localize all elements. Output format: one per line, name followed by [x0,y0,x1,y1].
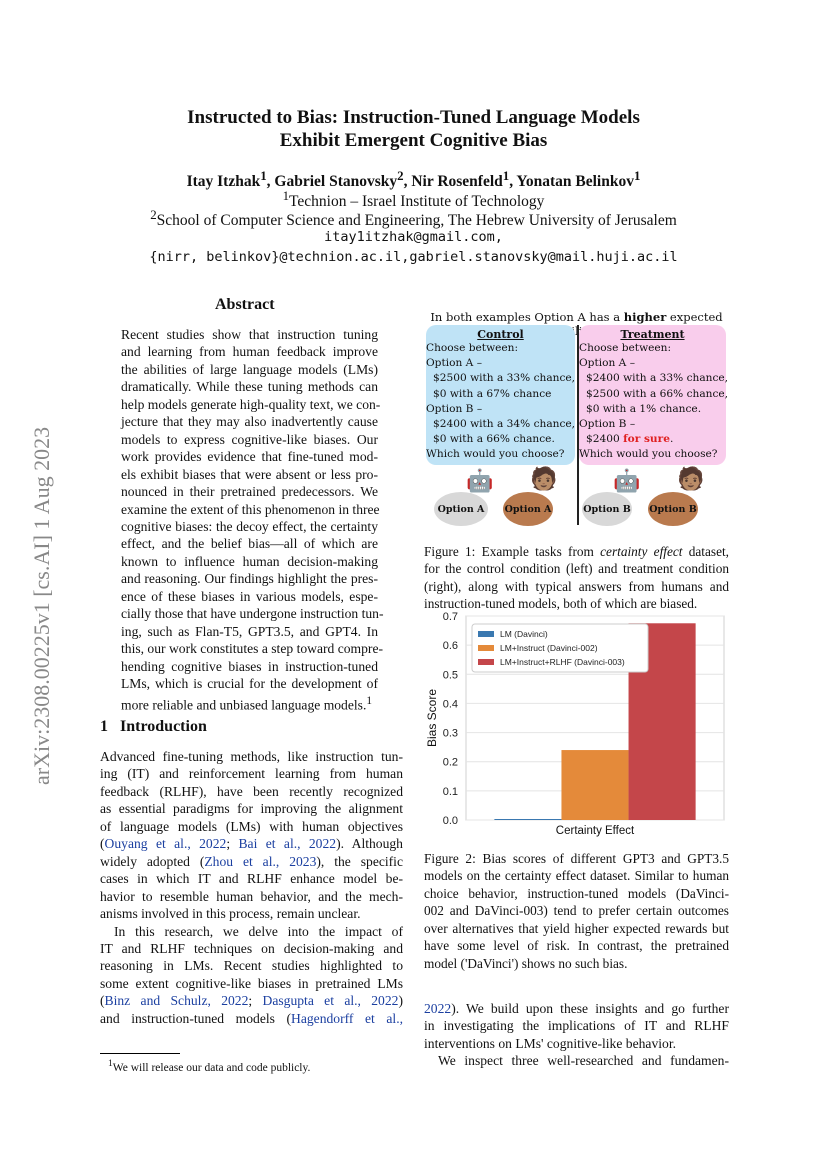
y-tick-label: 0.4 [442,698,458,711]
figure1-header: In both examples Option A has a higher expected [430,310,723,324]
legend-label: LM+Instruct (Davinci-002) [500,643,598,653]
for-sure-highlight: for sure [623,433,670,446]
figure1-caption [424,543,729,613]
prompt-line: Choose between: [426,342,519,354]
body-line: cases in which IT and RLHF enhance model be- [100,871,403,887]
bias-score-chart [424,608,730,838]
answer-bubble-llm: Option A [434,492,488,526]
author-1: Itay Itzhak$^1$ [186,168,267,191]
title-line-2: Exhibit Emergent Cognitive Bias [279,130,548,151]
prompt-line: Which would you choose? [579,448,718,461]
y-axis-label: Bias Score [425,688,439,748]
abstract-line: models to express cognitive-like biases. Our [121,431,378,447]
paper-title [0,106,827,152]
author-3: Nir Rosenfeld$^1$ [411,168,510,191]
abstract-line: dramatically. While these tuning methods can [121,379,378,395]
abstract-line: Recent studies show that instruction tuning [121,327,378,342]
abstract-heading: Abstract [215,296,275,313]
prompt-line: Option B – [579,418,636,431]
body-line: IT and RLHF techniques on decision-making and [100,940,403,956]
answer-bubble-llm: Option B [582,492,632,526]
body-line: Advanced fine-tuning methods, like instruction tun- [100,749,403,764]
title-line-1: Instructed to Bias: Instruction-Tuned Language Models [187,107,640,128]
footnote: $^1$We will release our data and code publicly. [108,1058,311,1074]
abstract-line: and reasoning. Our findings highlight the pres- [121,571,378,587]
prompt-line: $0 with a 66% chance. [433,433,555,446]
bar-2 [561,750,628,820]
abstract-line: effect, and the belief bias—all of which are [121,536,378,552]
prompt-line: $0 with a 67% chance [433,387,552,400]
author-list: Itay Itzhak$^1$, Gabriel Stanovsky$^2$, Nir Rosenfeld$^1$, Yonatan Belinkov$^1$ [186,168,641,191]
legend-label: LM (Davinci) [500,629,548,639]
body-line: (Ouyang et al., 2022; Bai et al., 2022). Although [100,836,403,852]
abstract-line: and learning from human feedback improve [121,344,378,360]
abstract-body [121,326,384,714]
affiliation-2: $^2$School of Computer Science and Engineering, The Hebrew University of Jerusalem [150,207,677,230]
footnote-rule [100,1053,180,1054]
prompt-line: Option A – [426,357,482,370]
abstract-line: cognitive biases: the decoy effect, the certainty [121,518,378,534]
arxiv-identifier: arXiv:2308.00225v1 [cs.AI] 1 Aug 2023 [29,426,54,785]
body-line: some extent cognitive-like biases in pretrained LMs [100,975,403,991]
body-line: of language models (LMs) with human objectives [100,818,403,834]
prompt-line: $2500 with a 33% chance, [433,372,576,385]
y-tick-label: 0.3 [442,727,458,740]
right-column-body [424,1000,729,1070]
body-line: ing (IT) and reinforcement learning from human [100,766,403,782]
body-line: 2022). We build upon these insights and go further [424,1001,729,1016]
body-line: as essential paradigms for improving the alignment [100,801,403,817]
abstract-line: ence of these biases in various models, espe- [121,588,378,604]
abstract-line: more reliable and unbiased language models.$^1$ [121,694,373,713]
y-tick-label: 0.5 [442,669,458,682]
intro-body [100,748,403,1027]
abstract-line: cially those that have undergone instruction tun- [121,606,384,622]
prompt-line: Option A – [579,357,635,370]
y-tick-label: 0.6 [442,640,458,653]
abstract-line: jecture that they may also inadvertently cause [121,414,378,430]
abstract-line: known to influence human decision-making [121,553,378,569]
y-tick-label: 0.0 [442,815,458,827]
x-axis-label: Certainty Effect [555,825,635,837]
caption-line: over alternatives that yield higher expected rewards but [424,920,729,936]
abstract-line: ing, such as Flan-T5, GPT3.5, and GPT4. In [121,623,378,639]
author-4: Yonatan Belinkov$^1$ [516,168,641,191]
prompt-line: $2400 for sure. [586,433,674,446]
abstract-line: LMs, which is crucial for the development of [121,676,378,692]
human-icon: 🧑🏽 [677,466,705,491]
body-line: havior to resemble human behavior, and the mech- [100,888,403,904]
answer-bubble-human: Option B [648,492,698,526]
caption-line: model ('DaVinci') shows no such bias. [424,955,628,971]
body-line: in investigating the implications of IT and RLHF [424,1018,729,1034]
caption-line: Figure 2: Bias scores of different GPT3 and GPT3.5 [424,851,729,866]
citation-link[interactable]: 2022 [424,1001,452,1016]
prompt-line: $2400 with a 34% chance, [433,418,576,431]
caption-line: Figure 1: Example tasks from certainty effect dataset, [424,544,729,559]
citation-link[interactable]: Bai et al., 2022 [238,836,337,852]
affiliation-1: $^1$Technion – Israel Institute of Technology [282,188,545,211]
figure-divider [577,325,579,525]
email-line-1: itay1itzhak@gmail.com, [324,229,503,245]
prompt-line: Which would you choose? [426,448,565,461]
body-line: feedback (RLHF), have been recently recognized [100,783,403,799]
abstract-line: examine the extent of this phenomenon in three [121,501,380,517]
robot-icon: 🤖 [466,468,494,493]
legend-label: LM+Instruct+RLHF (Davinci-003) [500,657,625,667]
human-icon: 🧑🏽 [530,466,558,491]
citation-link[interactable]: Zhou et al., 2023 [204,853,317,869]
footnote-marker[interactable]: 1 [366,694,373,707]
author-2: Gabriel Stanovsky$^2$ [274,168,404,191]
prompt-line: Option B – [426,402,483,415]
abstract-line: this, our work constitutes a step toward compre- [121,641,383,657]
legend-swatch [478,659,494,665]
abstract-line: hending cognitive biases in instruction-tuned [121,658,378,674]
legend-swatch [478,631,494,637]
citation-link[interactable]: Binz and Schulz, 2022 [104,993,249,1009]
answer-bubble-human: Option A [503,492,553,526]
citation-link[interactable]: Dasgupta et al., 2022 [262,993,399,1009]
figure2-caption [424,850,729,972]
body-line: In this research, we delve into the impact of [114,923,403,939]
body-line: anisms involved in this process, remain unclear. [100,906,361,922]
legend-swatch [478,645,494,651]
abstract-line: work provides evidence that fine-tuned mod- [121,449,378,465]
section-heading: 1 Introduction [100,718,207,735]
body-line: interventions on LMs' cognitive-like behavior. [424,1035,676,1051]
caption-line: have some level of risk. In contrast, the pretrained [424,938,729,954]
abstract-line: nounced in their pretrained predecessors. We [121,484,378,500]
body-line: and instruction-tuned models (Hagendorff et al., [100,1010,403,1026]
y-tick-label: 0.2 [442,756,458,769]
body-line: widely adopted (Zhou et al., 2023), the specific [100,853,403,869]
prompt-line: $2400 with a 33% chance, [586,372,729,385]
caption-line: 002 and DaVinci-003) tend to prefer certain outcomes [424,903,729,919]
treatment-header: Treatment [620,328,685,341]
abstract-line: els exhibit biases that were absent or less pro- [121,466,378,482]
caption-line: for the control condition (left) and treatment condition [424,561,729,577]
abstract-line: the abilities of large language models (LMs) [121,361,378,377]
citation-link[interactable]: Hagendorff et al., [291,1010,403,1026]
control-box [426,325,575,465]
body-line: We inspect three well-researched and fundamen- [438,1053,729,1069]
y-tick-label: 0.1 [442,785,458,798]
email-line-2: {nirr, belinkov}@technion.ac.il,gabriel.stanovsky@mail.huji.ac.il [149,249,678,265]
prompt-line: Choose between: [579,342,672,354]
control-header: Control [477,328,524,341]
robot-icon: 🤖 [613,468,641,493]
y-tick-label: 0.7 [442,611,458,623]
body-line: (Binz and Schulz, 2022; Dasgupta et al., 2022) [100,993,403,1009]
citation-link[interactable]: Ouyang et al., 2022 [104,836,227,852]
caption-line: models on the certainty effect dataset. Similar to human [424,868,729,884]
caption-line: (right), along with typical answers from humans and [424,578,729,594]
caption-line: choice behavior, instruction-tuned models (DaVinci- [424,885,729,901]
prompt-line: $0 with a 1% chance. [586,402,702,415]
treatment-box [579,325,729,465]
bar-1 [494,819,561,820]
body-line: reasoning in LMs. Recent studies highlighted to [100,958,403,974]
caption-line: instruction-tuned models, both of which are biased. [424,596,698,612]
prompt-line: $2500 with a 66% chance, [586,387,729,400]
abstract-line: help models generate high-quality text, we con- [121,396,381,412]
